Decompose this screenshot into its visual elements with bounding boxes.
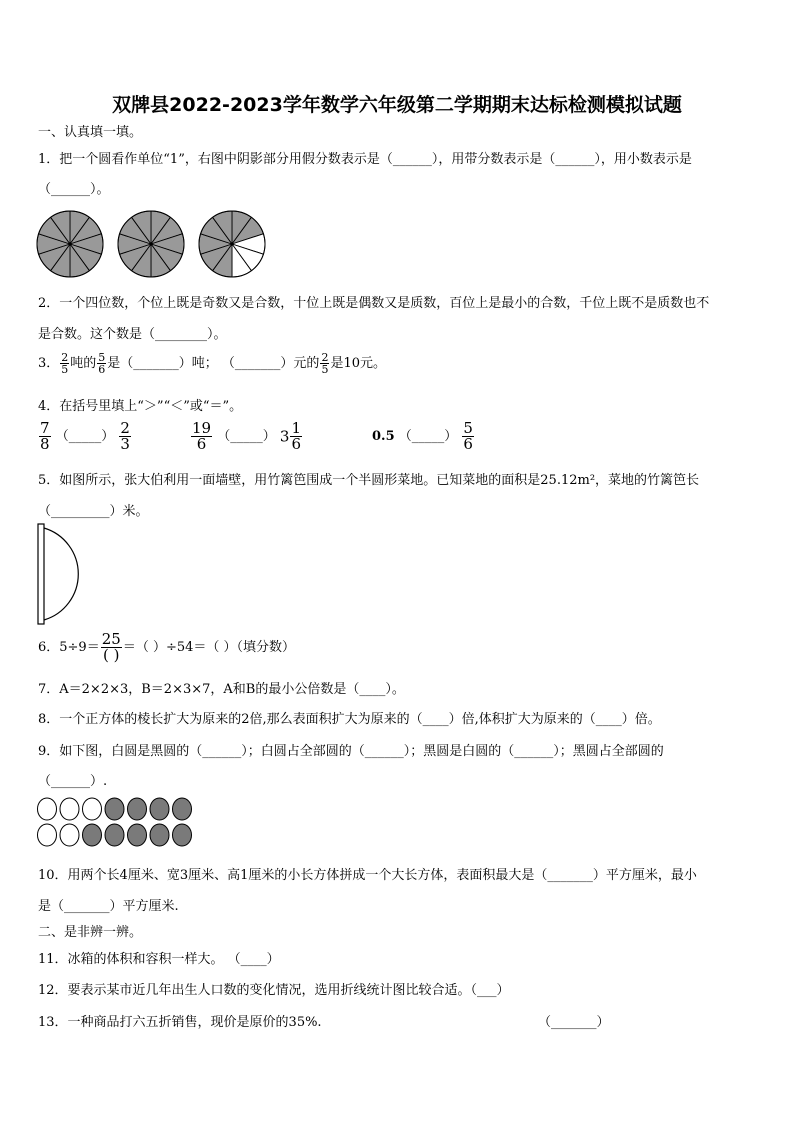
black-circle (173, 824, 192, 846)
black-circle (173, 798, 192, 820)
question-9-line-1: 9．如下图，白圆是黑圆的（______）；白圆占全部圆的（______）；黑圆是白圆的（______）；黑圆占全部圆的 (38, 744, 664, 759)
question-11: 11．冰箱的体积和容积一样大。 （____） (38, 952, 280, 967)
white-circle (38, 824, 57, 846)
black-circle (150, 798, 169, 820)
q3-suffix: 是10元。 (330, 356, 386, 371)
question-13-blank: （_______） (538, 1015, 610, 1030)
question-5-line-2: （_________）米。 (38, 504, 149, 519)
q6-prefix: 6．5÷9＝ (38, 640, 100, 655)
question-1-line-1: 1．把一个圆看作单位“1”，右图中阴影部分用假分数表示是（______），用带分数表示是（______），用小数表示是 (38, 152, 692, 167)
q6-fraction: $\frac{25}{( )}$ (101, 630, 121, 664)
question-6 (38, 632, 295, 663)
question-10-line-2: 是（_______）平方厘米. (38, 899, 179, 914)
q3-fraction-3: $\frac{2}{5}$ (321, 351, 329, 376)
q6-suffix: ＝（ ）÷54＝（ ）（填分数） (122, 640, 296, 655)
semicircle-garden-figure (36, 522, 116, 628)
question-3 (38, 352, 386, 375)
question-13: 13．一种商品打六五折销售，现价是原价的35%. (38, 1015, 322, 1030)
q4-compare-1: $\frac{7}{8}$ （_____） $\frac{2}{3}$ (40, 419, 130, 453)
black-circle (83, 824, 102, 846)
question-2-line-1: 2．一个四位数，个位上既是奇数又是合数，十位上既是偶数又是质数，百位上是最小的合数，千位上既不是质数也不 (38, 296, 710, 311)
q4-blank-2: （_____） (217, 429, 276, 444)
q4-blank-3: （_____） (398, 429, 458, 444)
question-4-line-1: 4．在括号里填上“＞”“＜”或“＝”。 (38, 399, 243, 414)
q3-text-2: 是（_______）吨； （_______）元的 (107, 356, 320, 371)
white-circle (60, 798, 79, 820)
black-circle (105, 798, 124, 820)
white-circle (60, 824, 79, 846)
q4-compare-3: 0.5 （_____） $\frac{5}{6}$ (372, 419, 473, 453)
question-8: 8．一个正方体的棱长扩大为原来的2倍,那么表面积扩大为原来的（____）倍,体积扩大为原来的（____）倍。 (38, 712, 661, 727)
q4-blank-1: （_____） (55, 429, 115, 444)
q3-prefix: 3． (38, 356, 60, 371)
q3-fraction-2: $\frac{5}{6}$ (98, 351, 106, 376)
q3-fraction-1: $\frac{2}{5}$ (61, 351, 69, 376)
question-1-line-2: （______）。 (38, 182, 110, 197)
white-circle (83, 798, 102, 820)
page-title: 双牌县2022-2023学年数学六年级第二学期期末达标检测模拟试题 (112, 94, 682, 116)
fraction-pie-figures (36, 210, 276, 280)
question-2-line-2: 是合数。这个数是（________）。 (38, 327, 227, 342)
section-heading-2: 二、是非辨一辨。 (38, 925, 143, 940)
question-5-line-1: 5．如图所示，张大伯利用一面墙壁，用竹篱笆围成一个半圆形菜地。已知菜地的面积是25.12m²，菜地的竹篱笆长 (38, 473, 700, 488)
question-7: 7．A＝2×2×3，B＝2×3×7，A和B的最小公倍数是（____）。 (38, 682, 405, 697)
section-heading-1: 一、认真填一填。 (38, 125, 143, 140)
black-circle (150, 824, 169, 846)
white-circle (38, 798, 57, 820)
question-12: 12．要表示某市近几年出生人口数的变化情况，选用折线统计图比较合适。（___） (38, 983, 510, 998)
q4-compare-2: $\frac{19}{6}$ （_____） 3 $\frac{1}{6}$ (192, 419, 301, 453)
black-circle (128, 824, 147, 846)
q3-text-1: 吨的 (70, 356, 97, 371)
black-circle (128, 798, 147, 820)
question-10-line-1: 10．用两个长4厘米、宽3厘米、高1厘米的小长方体拼成一个大长方体，表面积最大是（_______）平方厘米，最小 (38, 868, 697, 883)
question-9-line-2: （______）. (38, 774, 108, 789)
white-black-circles-figure (36, 796, 206, 852)
black-circle (105, 824, 124, 846)
